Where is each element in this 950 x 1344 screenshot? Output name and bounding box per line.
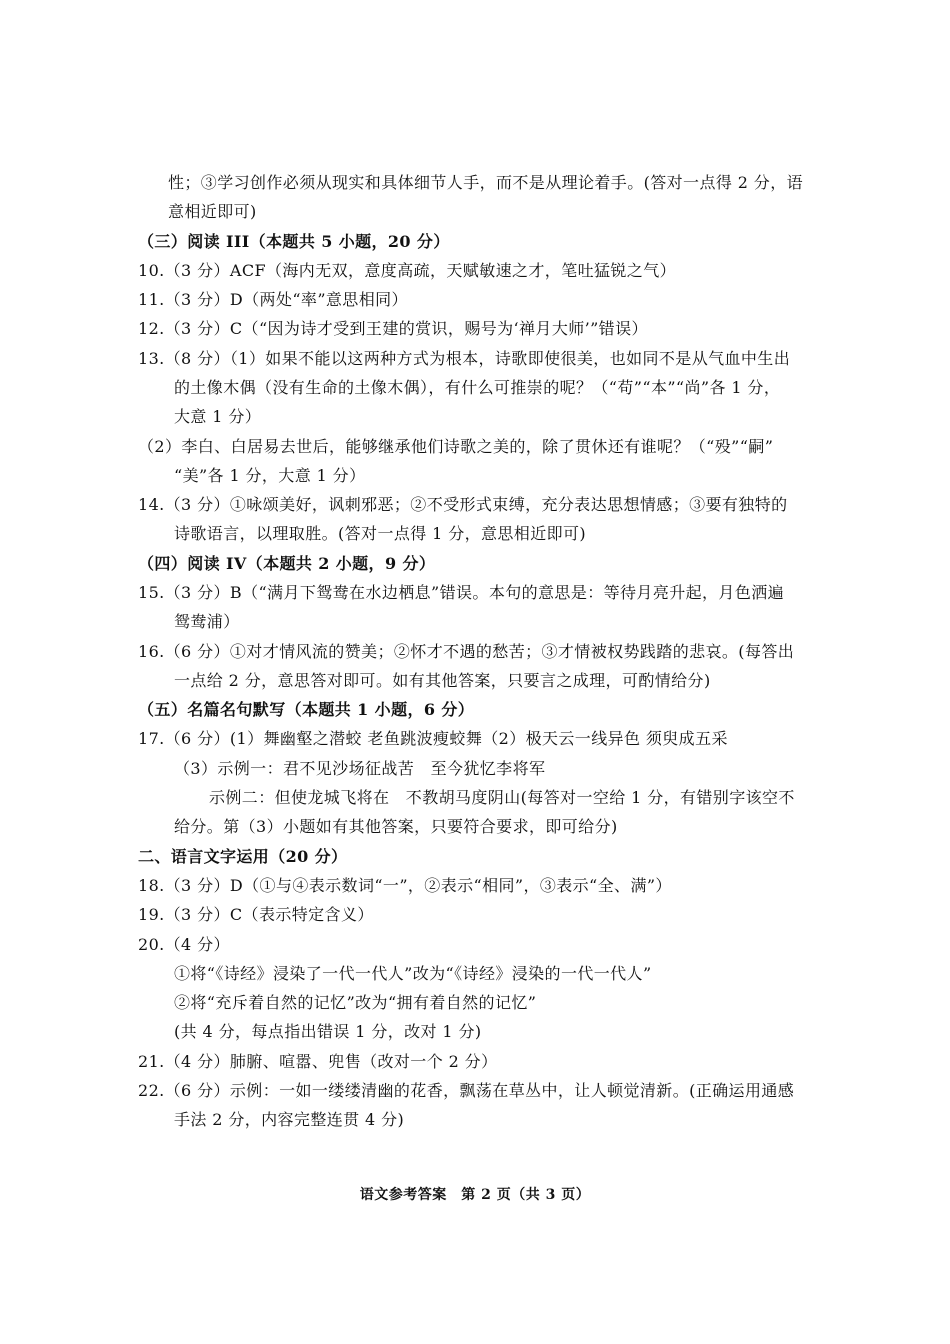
page-footer: 语文参考答案 第 2 页（共 3 页）	[359, 1187, 591, 1203]
line-q17-example1: （3）示例一：君不见沙场征战苦 至今犹忆李将军	[174, 759, 546, 778]
line-2: 意相近即可)	[168, 202, 257, 221]
line-q20-note: (共 4 分，每点指出错误 1 分，改对 1 分)	[174, 1022, 482, 1041]
line-q17-cont: 给分。第（3）小题如有其他答案，只要符合要求，即可给分)	[174, 817, 618, 836]
line-q21: 21.（4 分）肺腑、喧嚣、兜售（改对一个 2 分）	[138, 1052, 498, 1071]
line-q12: 12.（3 分）C（“因为诗才受到王建的赏识，赐号为‘禅月大师’”错误）	[138, 319, 648, 338]
line-q10: 10.（3 分）ACF（海内无双，意度高疏，天赋敏速之才，笔吐猛锐之气）	[138, 261, 677, 280]
section-heading-language: 二、语言文字运用（20 分）	[138, 847, 348, 866]
line-q22-cont: 手法 2 分，内容完整连贯 4 分)	[174, 1110, 405, 1129]
line-q13-cont1: 的土像木偶（没有生命的土像木偶），有什么可推崇的呢？（“苟”“本”“尚”各 1 分，	[174, 378, 781, 397]
line-q13: 13.（8 分）（1）如果不能以这两种方式为根本，诗歌即使很美，也如同不是从气血中生出	[138, 349, 791, 368]
line-q17: 17.（6 分）(1）舞幽壑之潜蛟 老鱼跳波瘦蛟舞（2）极天云一线异色 须臾成五采	[138, 729, 728, 748]
line-q20: 20.（4 分）	[138, 935, 230, 954]
line-q13-part2: （2）李白、白居易去世后，能够继承他们诗歌之美的，除了贯休还有谁呢？（“殁”“嗣”	[138, 437, 774, 456]
section-heading-4: （四）阅读 IV（本题共 2 小题，9 分）	[138, 554, 436, 573]
line-q16: 16.（6 分）①对才情风流的赞美；②怀才不遇的愁苦；③才情被权势践踏的悲哀。(每答出	[138, 642, 795, 661]
line-q22: 22.（6 分）示例：一如一缕缕清幽的花香，飘荡在草丛中，让人顿觉清新。(正确运用通感	[138, 1081, 795, 1100]
line-q20-item1: ①将“《诗经》浸染了一代一代人”改为“《诗经》浸染的一代一代人”	[174, 964, 652, 983]
line-q13-cont2: 大意 1 分）	[174, 407, 262, 426]
line-q14: 14.（3 分）①咏颂美好，讽刺邪恶；②不受形式束缚，充分表达思想情感；③要有独特的	[138, 495, 788, 514]
line-q20-item2: ②将“充斥着自然的记忆”改为“拥有着自然的记忆”	[174, 993, 537, 1012]
line-q14-cont: 诗歌语言，以理取胜。(答对一点得 1 分，意思相近即可)	[174, 524, 587, 543]
line-q17-example2: 示例二：但使龙城飞将在 不教胡马度阴山(每答对一空给 1 分，有错别字该空不	[209, 788, 795, 807]
line-q16-cont: 一点给 2 分，意思答对即可。如有其他答案，只要言之成理，可酌情给分)	[174, 671, 711, 690]
line-q19: 19.（3 分）C（表示特定含义）	[138, 905, 374, 924]
line-1: 性；③学习创作必须从现实和具体细节人手，而不是从理论着手。(答对一点得 2 分，语	[168, 173, 803, 192]
section-heading-3: （三）阅读 III（本题共 5 小题，20 分）	[138, 232, 450, 251]
line-q13-part2-cont: “美”各 1 分，大意 1 分）	[174, 466, 366, 485]
line-q15-cont: 鸳鸯浦）	[174, 612, 240, 631]
section-heading-5: （五）名篇名句默写（本题共 1 小题，6 分）	[138, 700, 475, 719]
line-q15: 15.（3 分）B（“满月下鸳鸯在水边栖息”错误。本句的意思是：等待月亮升起，月色洒遍	[138, 583, 785, 602]
line-q11: 11.（3 分）D（两处“率”意思相同）	[138, 290, 408, 309]
line-q18: 18.（3 分）D（①与④表示数词“一”，②表示“相同”，③表示“全、满”）	[138, 876, 672, 895]
